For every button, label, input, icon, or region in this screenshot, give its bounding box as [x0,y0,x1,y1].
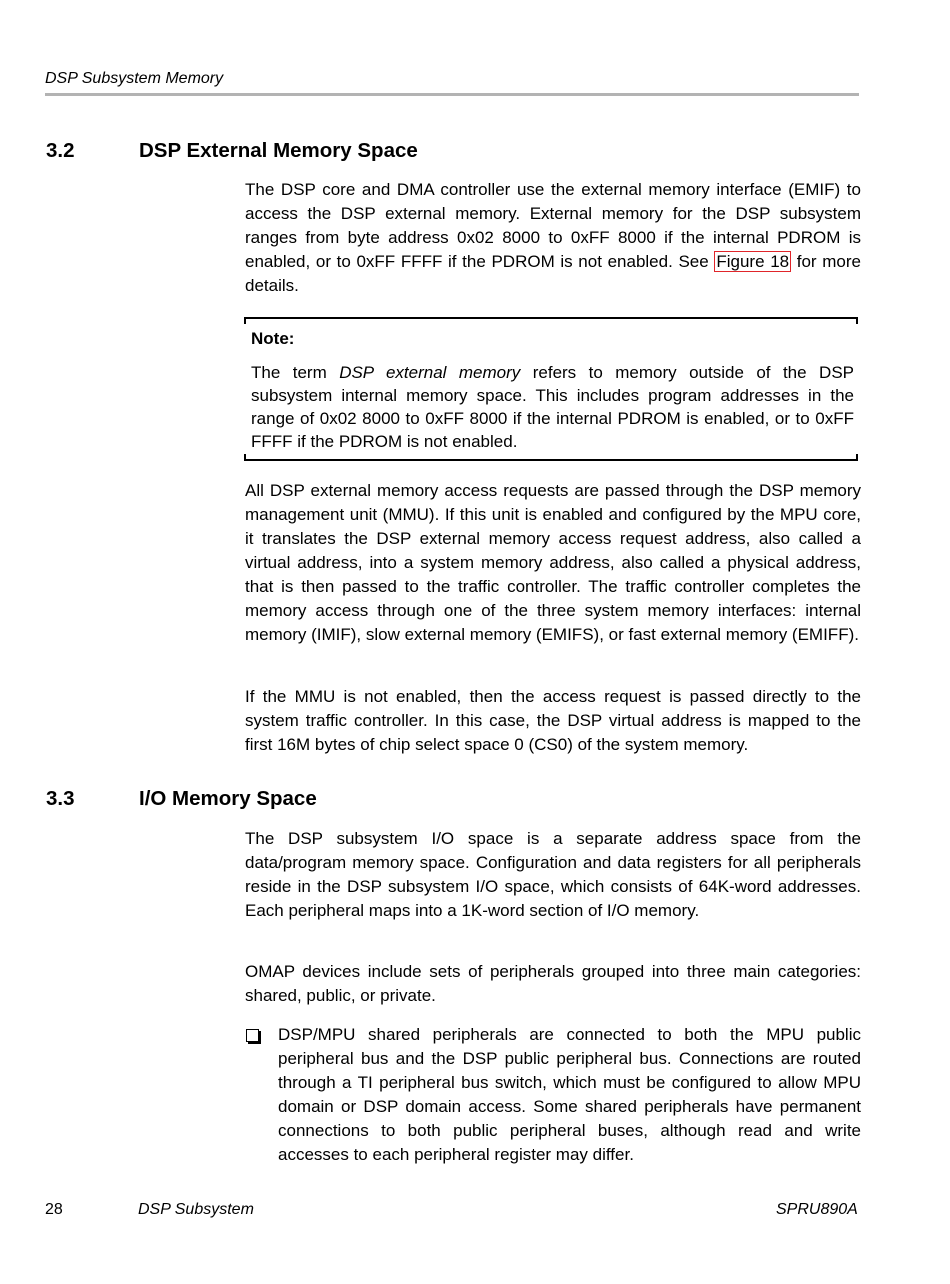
header-rule [45,93,859,96]
section-3-2-paragraph-2: All DSP external memory access requests are passed through the DSP memory management unit (MMU). If this unit is enabled and configured by the MPU core, it translates the DSP external memory access request address, also called a virtual address, into a system memory address, also called a physical address, that is then passed to the traffic controller. The traffic controller completes the memory access through one of the three system memory interfaces: internal memory (IMIF), slow external memory (EMIFS), or fast external memory (EMIFF). [245,481,861,644]
note-title: Note: [251,329,295,348]
note-box [245,317,857,461]
bullet-item-shared-peripherals: DSP/MPU shared peripherals are connected to both the MPU public peripheral bus and the DSP public peripheral bus. Connections are routed through a TI peripheral bus switch, which must be configured to allow MPU domain or DSP domain access. Some shared peripherals have permanent connections to both public peripheral buses, although read and write accesses to each peripheral register may differ. [278,1025,861,1164]
section-3-2-number: 3.2 [46,139,75,162]
note-text-part: The term [251,363,340,382]
footer-chapter: DSP Subsystem [138,1201,254,1218]
section-3-3-number: 3.3 [46,787,75,810]
footer-doc-id: SPRU890A [776,1201,858,1218]
running-header: DSP Subsystem Memory [45,70,224,87]
figure-18-link[interactable]: Figure 18 [716,252,790,271]
section-3-2-paragraph-3: If the MMU is not enabled, then the access request is passed directly to the system traffic controller. In this case, the DSP virtual address is mapped to the first 16M bytes of chip select space 0 (CS0) of the system memory. [245,687,861,754]
paragraph-text: for more details. [245,252,861,295]
section-3-3-paragraph-2: OMAP devices include sets of peripherals grouped into three main categories: shared, public, or private. [245,962,861,1005]
note-text [251,361,854,453]
section-3-3-title: I/O Memory Space [139,787,317,810]
checkbox-bullet-icon [246,1029,259,1042]
section-3-3-paragraph-1: The DSP subsystem I/O space is a separate address space from the data/program memory space. Configuration and data registers for all peripherals reside in the DSP subsystem I/O space, which consists of 64K-word addresses. Each peripheral maps into a 1K-word section of I/O memory. [245,829,861,920]
page-number: 28 [45,1201,63,1218]
note-text-italic: DSP external memory [339,363,521,382]
section-3-2-paragraph-1 [245,178,861,298]
section-3-2-title: DSP External Memory Space [139,139,418,162]
paragraph-text: The DSP core and DMA controller use the external memory interface (EMIF) to access the DSP external memory. External memory for the DSP subsystem ranges from byte address 0x02 8000 to 0xFF 8000 if the internal PDROM is enabled, or to 0xFF FFFF if the PDROM is not enabled. See [245,180,861,271]
note-text-part: refers to memory outside of the DSP subsystem internal memory space. This includes program addresses in the range of 0x02 8000 to 0xFF 8000 if the internal PDROM is enabled, or to 0xFF FFFF if the PDROM is not enabled. [251,363,854,451]
